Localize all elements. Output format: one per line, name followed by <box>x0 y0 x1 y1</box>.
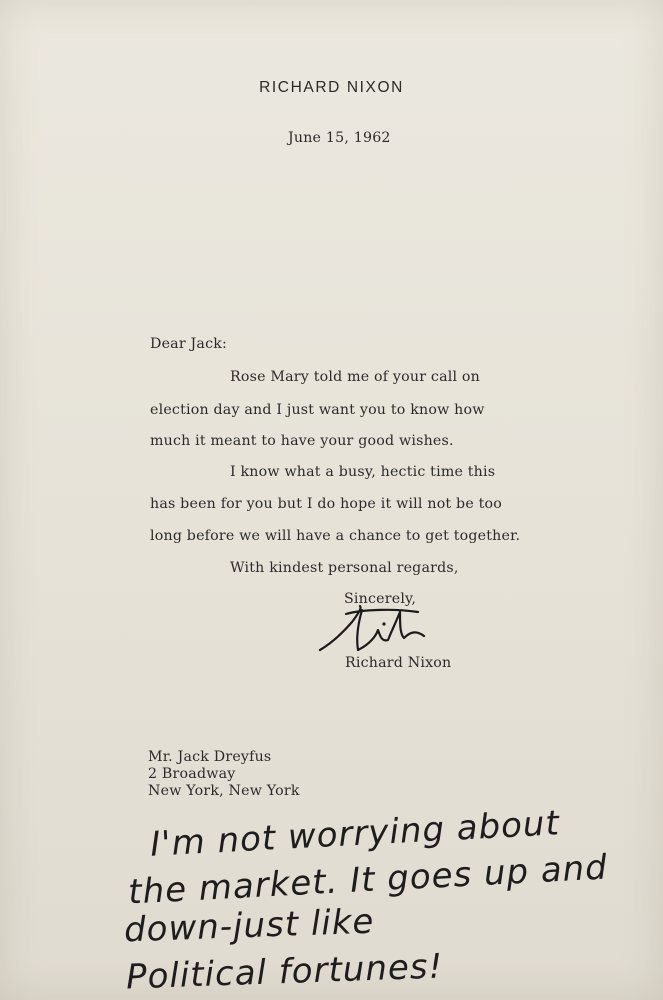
typed-signature-name: Richard Nixon <box>345 655 452 671</box>
handwritten-signature <box>300 600 440 660</box>
recipient-name: Mr. Jack Dreyfus <box>148 749 272 765</box>
salutation: Dear Jack: <box>150 336 227 352</box>
handwritten-postscript <box>0 800 663 1000</box>
sincerely: Sincerely, <box>344 591 417 607</box>
recipient-street: 2 Broadway <box>148 766 236 782</box>
body-line: I know what a busy, hectic time this <box>230 464 496 480</box>
letter-date: June 15, 1962 <box>288 130 391 146</box>
postscript-line: the market. It goes up and <box>127 847 609 913</box>
postscript-line: Political fortunes! <box>125 946 444 998</box>
body-line: has been for you but I do hope it will not be too <box>150 496 503 512</box>
body-line: much it meant to have your good wishes. <box>150 433 454 449</box>
body-line: long before we will have a chance to get together. <box>150 528 521 544</box>
closing-line: With kindest personal regards, <box>230 560 459 576</box>
body-line: Rose Mary told me of your call on <box>230 369 480 385</box>
letterhead-name: RICHARD NIXON <box>259 79 404 96</box>
postscript-line: down-just like <box>123 901 375 951</box>
recipient-city: New York, New York <box>148 783 300 799</box>
body-line: election day and I just want you to know how <box>150 402 485 418</box>
postscript-line: I'm not worrying about <box>149 803 561 865</box>
